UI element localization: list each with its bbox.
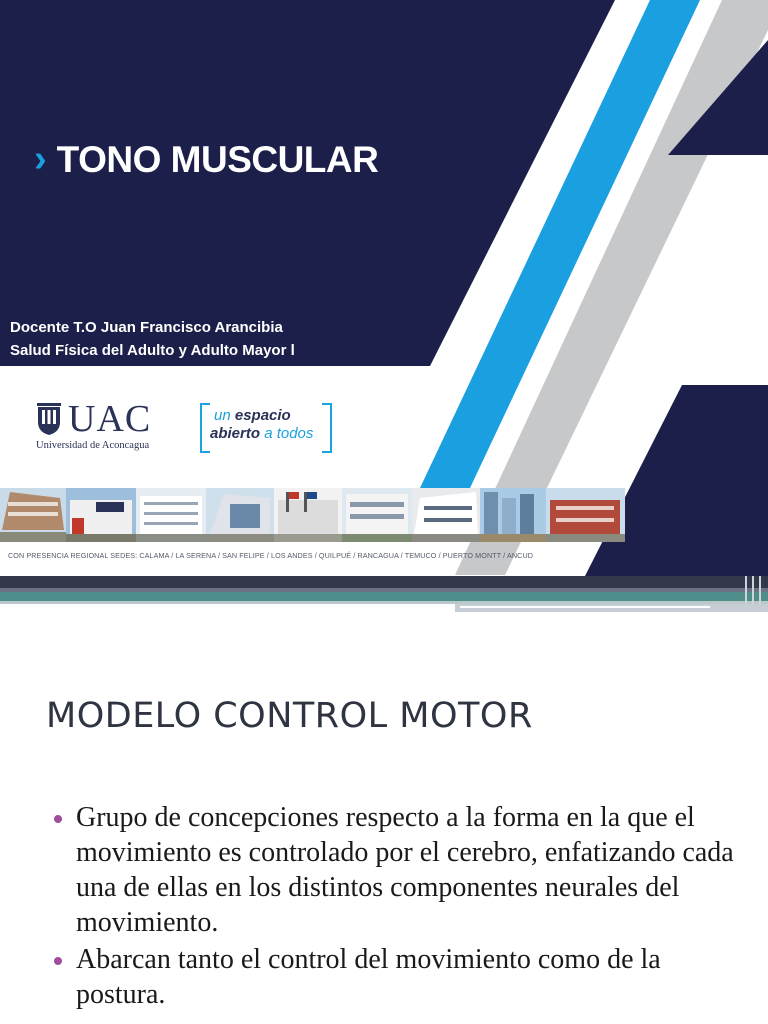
bullet-text: Abarcan tanto el control del movimiento como de la postura. bbox=[76, 944, 661, 1010]
slogan-line-2: abierto a todos bbox=[210, 425, 314, 442]
right-bracket-icon bbox=[322, 403, 332, 453]
campus-photo-strip bbox=[0, 488, 625, 542]
bullet-icon bbox=[54, 957, 62, 965]
bullet-list bbox=[54, 800, 744, 1014]
logo-subtitle: Universidad de Aconcagua bbox=[36, 440, 150, 451]
campus-locations-text: CON PRESENCIA REGIONAL SEDES: CALAMA / LA SERENA / SAN FELIPE / LOS ANDES / QUILPUÉ / RANCAGUA / TEMUCO / PUERTO MONTT / ANCUD bbox=[8, 551, 534, 560]
university-crest-icon bbox=[36, 402, 62, 436]
campus-buildings-image bbox=[0, 488, 625, 542]
slide-title: TONO MUSCULAR bbox=[56, 138, 379, 180]
list-item bbox=[54, 800, 744, 940]
slogan-logo bbox=[200, 403, 332, 453]
logo-text: UAC bbox=[68, 398, 152, 440]
presenter-name: Docente T.O Juan Francisco Arancibia bbox=[10, 319, 283, 336]
content-slide-title: MODELO CONTROL MOTOR bbox=[46, 696, 533, 736]
slide-bottom-band bbox=[0, 576, 768, 616]
list-item bbox=[54, 942, 744, 1012]
slogan-line-1: un espacio bbox=[214, 407, 291, 424]
uac-logo bbox=[36, 398, 152, 451]
bullet-icon bbox=[54, 815, 62, 823]
course-name: Salud Física del Adulto y Adulto Mayor l bbox=[10, 342, 295, 359]
chevron-icon: › bbox=[34, 138, 47, 180]
bullet-text: Grupo de concepciones respecto a la forma en la que el movimiento es controlado por el cerebro, enfatizando cada una de ellas en los distintos componentes neurales del movimiento. bbox=[76, 802, 734, 938]
presenter-info bbox=[10, 316, 295, 362]
left-bracket-icon bbox=[200, 403, 210, 453]
slide-title-group bbox=[34, 140, 378, 178]
